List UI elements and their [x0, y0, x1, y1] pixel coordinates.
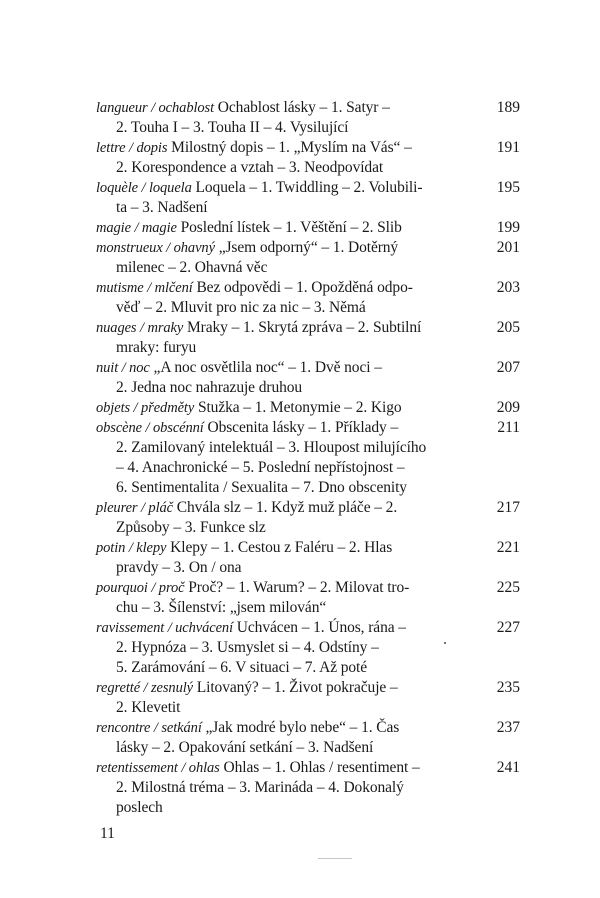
entry-title-line [96, 398, 402, 418]
entry-text: Ohlas – 1. Ohlas / resentiment – [219, 759, 420, 776]
entry-continuation-line [116, 558, 241, 578]
entry-text: Ochablost lásky – 1. Satyr – [214, 99, 390, 116]
entry-keyword: obscène / obscénní [96, 420, 204, 436]
entry-continuation-line [116, 698, 180, 718]
entry-title-line [96, 218, 402, 238]
entry-page-number: 191 [496, 139, 520, 156]
entry-title-line [96, 238, 398, 258]
entry-text: „Jsem odporný“ – 1. Dotěrný [214, 239, 399, 256]
entry-title-line [96, 618, 406, 638]
entry-keyword: pleurer / pláč [96, 500, 173, 516]
entry-page-number: 201 [496, 239, 520, 256]
entry-text: 6. Sentimentalita / Sexualita – 7. Dno obscenity [116, 479, 407, 496]
entry-keyword: regretté / zesnulý [96, 680, 193, 696]
entry-title-line [96, 138, 412, 158]
entry-text: 2. Korespondence a vztah – 3. Neodpovídat [116, 159, 384, 176]
entry-text: – 4. Anachronické – 5. Poslední nepřístojnost – [116, 459, 405, 476]
entry-text: „Jak modré bylo nebe“ – 1. Čas [201, 719, 400, 736]
entry-text: Proč? – 1. Warum? – 2. Milovat tro- [184, 579, 410, 596]
entry-page-number: 241 [496, 759, 520, 776]
entry-page-number: 195 [496, 179, 520, 196]
entry-text: chu – 3. Šílenství: „jsem milován“ [116, 599, 327, 616]
entry-continuation-line [116, 638, 379, 658]
entry-page-number: 221 [496, 539, 520, 556]
entry-keyword: ravissement / uchvácení [96, 620, 234, 636]
entry-continuation-line [116, 298, 366, 318]
entry-page-number: 207 [496, 359, 520, 376]
entry-continuation-line [116, 658, 367, 678]
entry-keyword: pourquoi / proč [96, 580, 185, 596]
entry-title-line [96, 178, 422, 198]
entry-text: 2. Hypnóza – 3. Usmyslet si – 4. Odstíny – [116, 639, 379, 656]
entry-text: 2. Touha I – 3. Touha II – 4. Vysilující [116, 119, 349, 136]
entry-title-line [96, 318, 421, 338]
entry-text: Bez odpovědi – 1. Opožděná odpo- [192, 279, 413, 296]
entry-text: Litovaný? – 1. Život pokračuje – [193, 679, 398, 696]
entry-continuation-line [116, 738, 373, 758]
entry-text: Způsoby – 3. Funkce slz [116, 519, 266, 536]
entry-text: ta – 3. Nadšení [116, 199, 208, 216]
entry-text: Chvála slz – 1. Když muž pláče – 2. [173, 499, 398, 516]
entry-continuation-line [116, 378, 302, 398]
entry-continuation-line [116, 518, 266, 538]
entry-keyword: monstrueux / ohavný [96, 240, 215, 256]
entry-text: Stužka – 1. Metonymie – 2. Kigo [194, 399, 402, 416]
entry-page-number: 189 [496, 99, 520, 116]
entry-keyword: nuit / noc [96, 360, 150, 376]
entry-continuation-line [116, 338, 196, 358]
entry-text: 2. Milostná tréma – 3. Marináda – 4. Dokonalý [116, 779, 404, 796]
scan-smudge [318, 858, 352, 859]
entry-page-number: 217 [496, 499, 520, 516]
entry-continuation-line [116, 798, 163, 818]
entry-keyword: rencontre / setkání [96, 720, 202, 736]
entry-title-line [96, 418, 398, 438]
entry-text: věď – 2. Mluvit pro nic za nic – 3. Němá [116, 299, 366, 316]
entry-text: Obscenita lásky – 1. Příklady – [203, 419, 399, 436]
entry-text: lásky – 2. Opakování setkání – 3. Nadšení [116, 739, 374, 756]
entry-text: Poslední lístek – 1. Věštění – 2. Slib [176, 219, 402, 236]
entry-text: pravdy – 3. On / ona [116, 559, 242, 576]
entry-page-number: 211 [497, 419, 520, 436]
entry-page-number: 237 [496, 719, 520, 736]
entry-keyword: objets / předměty [96, 400, 195, 416]
entry-text: mraky: furyu [116, 339, 197, 356]
entry-text: „A noc osvětlila noc“ – 1. Dvě noci – [149, 359, 382, 376]
entry-title-line [96, 758, 420, 778]
entry-continuation-line [116, 778, 404, 798]
entry-page-number: 227 [496, 619, 520, 636]
entry-text: 2. Klevetit [116, 699, 181, 716]
entry-title-line [96, 278, 413, 298]
scan-speck [444, 642, 446, 644]
entry-text: Milostný dopis – 1. „Myslím na Vás“ – [167, 139, 412, 156]
entry-keyword: langueur / ochablost [96, 100, 215, 116]
entry-title-line [96, 678, 398, 698]
entry-continuation-line [116, 478, 407, 498]
entry-keyword: potin / klepy [96, 540, 167, 556]
entry-title-line [96, 538, 392, 558]
entry-continuation-line [116, 158, 383, 178]
entry-text: 2. Zamilovaný intelektuál – 3. Hloupost milujícího [116, 439, 427, 456]
entry-text: 5. Zarámování – 6. V situaci – 7. Až poté [116, 659, 368, 676]
entry-continuation-line [116, 258, 267, 278]
entry-keyword: lettre / dopis [96, 140, 168, 156]
entry-text: milenec – 2. Ohavná věc [116, 259, 268, 276]
entry-text: Klepy – 1. Cestou z Faléru – 2. Hlas [166, 539, 393, 556]
entry-title-line [96, 358, 382, 378]
entry-text: 2. Jedna noc nahrazuje druhou [116, 379, 303, 396]
entry-page-number: 225 [496, 579, 520, 596]
entry-page-number: 203 [496, 279, 520, 296]
entry-page-number: 235 [496, 679, 520, 696]
entry-text: Loquela – 1. Twiddling – 2. Volubili- [191, 179, 423, 196]
entry-keyword: nuages / mraky [96, 320, 184, 336]
entry-keyword: retentissement / ohlas [96, 760, 220, 776]
entry-keyword: mutisme / mlčení [96, 280, 193, 296]
entry-continuation-line [116, 198, 207, 218]
entry-title-line [96, 98, 390, 118]
entry-page-number: 205 [496, 319, 520, 336]
entry-title-line [96, 578, 409, 598]
entry-text: Mraky – 1. Skrytá zpráva – 2. Subtilní [183, 319, 422, 336]
entry-text: poslech [116, 799, 163, 816]
entry-keyword: magie / magie [96, 220, 177, 236]
entry-text: Uchvácen – 1. Únos, rána – [233, 619, 406, 636]
entry-title-line [96, 718, 399, 738]
entry-continuation-line [116, 458, 404, 478]
entry-page-number: 209 [496, 399, 520, 416]
entry-title-line [96, 498, 397, 518]
entry-continuation-line [116, 598, 326, 618]
page-number: 11 [100, 825, 115, 842]
entry-keyword: loquèle / loquela [96, 180, 192, 196]
entry-continuation-line [116, 438, 426, 458]
entry-page-number: 199 [496, 219, 520, 236]
entry-continuation-line [116, 118, 348, 138]
